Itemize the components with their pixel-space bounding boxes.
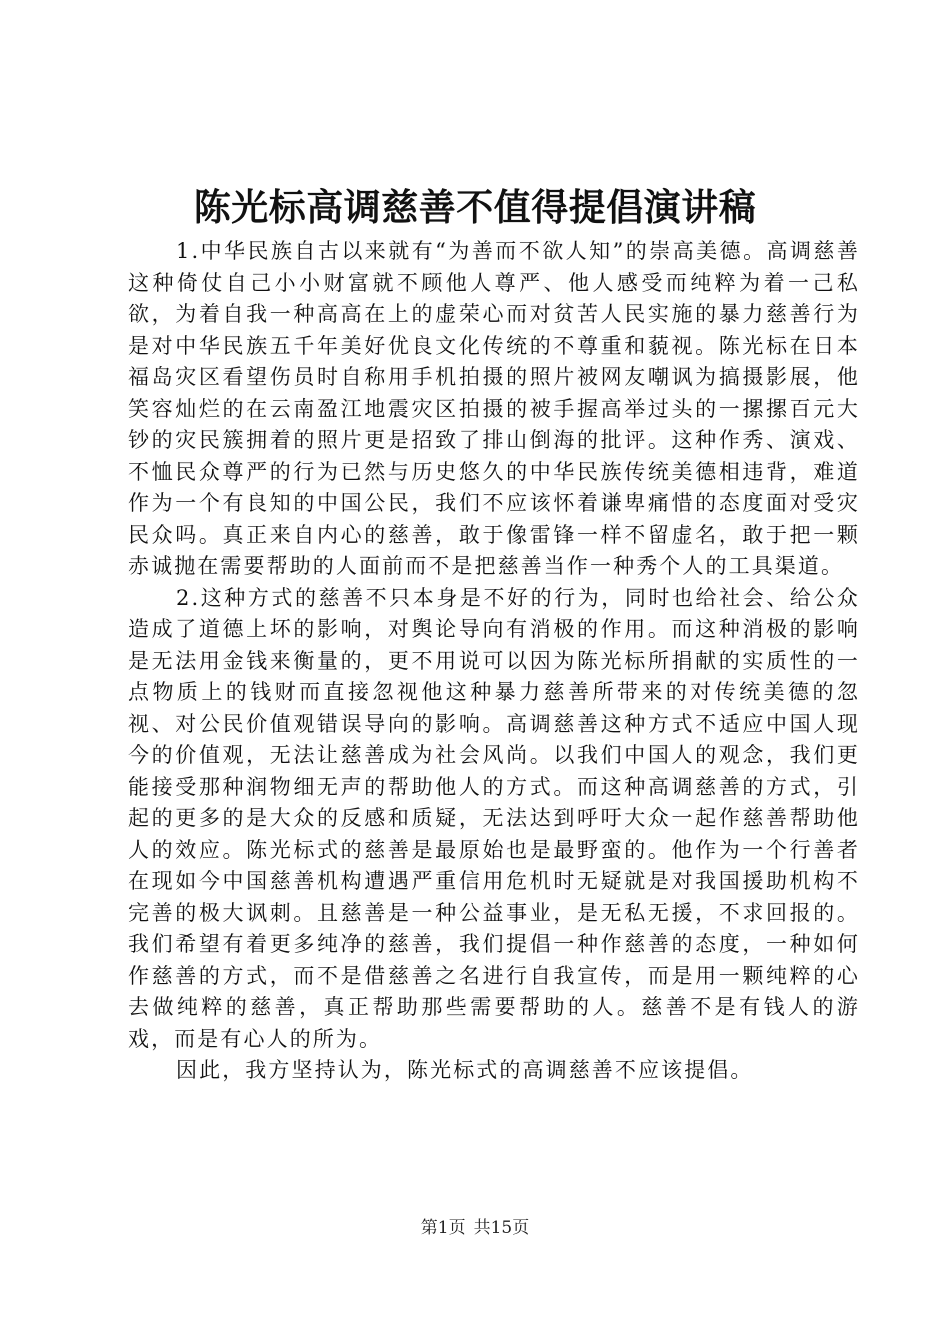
paragraph-1: 1.中华民族自古以来就有“为善而不欲人知”的崇高美德。高调慈善这种倚仗自己小小财富就不顾他人尊严、他人感受而纯粹为着一己私欲，为着自我一种高高在上的虚荣心而对贫苦人民实施的暴力慈善行为是对中华民族五千年美好优良文化传统的不尊重和藐视。陈光标在日本福岛灾区看望伤员时自称用手机拍摄的照片被网友嘲讽为搞摄影展，他笑容灿烂的在云南盈江地震灾区拍摄的被手握高举过头的一摞摞百元大钞的灾民簇拥着的照片更是招致了排山倒海的批评。这种作秀、演戏、不恤民众尊严的行为已然与历史悠久的中华民族传统美德相违背，难道作为一个有良知的中国公民，我们不应该怀着谦卑痛惜的态度面对受灾民众吗。真正来自内心的慈善，敢于像雷锋一样不留虚名，敢于把一颗赤诚抛在需要帮助的人面前而不是把慈善当作一种秀个人的工具渠道。 (128, 239, 860, 578)
document-body (128, 236, 860, 1087)
document-title: 陈光标高调慈善不值得提倡演讲稿 (193, 186, 757, 229)
page-total: 共15页 (473, 1218, 530, 1238)
paragraph-2: 2.这种方式的慈善不只本身是不好的行为，同时也给社会、给公众造成了道德上坏的影响，对舆论导向有消极的作用。而这种消极的影响是无法用金钱来衡量的，更不用说可以因为陈光标所捐献的实质性的一点物质上的钱财而直接忽视他这种暴力慈善所带来的对传统美德的忽视、对公民价值观错误导向的影响。高调慈善这种方式不适应中国人现今的价值观，无法让慈善成为社会风尚。以我们中国人的观念，我们更能接受那种润物细无声的帮助他人的方式。而这种高调慈善的方式，引起的更多的是大众的反感和质疑，无法达到呼吁大众一起作慈善帮助他人的效应。陈光标式的慈善是最原始也是最野蛮的。他作为一个行善者在现如今中国慈善机构遭遇严重信用危机时无疑就是对我国援助机构不完善的极大讽刺。且慈善是一种公益事业，是无私无援，不求回报的。我们希望有着更多纯净的慈善，我们提倡一种作慈善的态度，一种如何作慈善的方式，而不是借慈善之名进行自我宣传，而是用一颗纯粹的心去做纯粹的慈善，真正帮助那些需要帮助的人。慈善不是有钱人的游戏，而是有心人的所为。 (128, 585, 860, 1051)
page-number: 第1页 (420, 1218, 466, 1238)
page-footer (0, 1216, 950, 1240)
paragraph-conclusion: 因此，我方坚持认为，陈光标式的高调慈善不应该提倡。 (176, 1058, 754, 1082)
